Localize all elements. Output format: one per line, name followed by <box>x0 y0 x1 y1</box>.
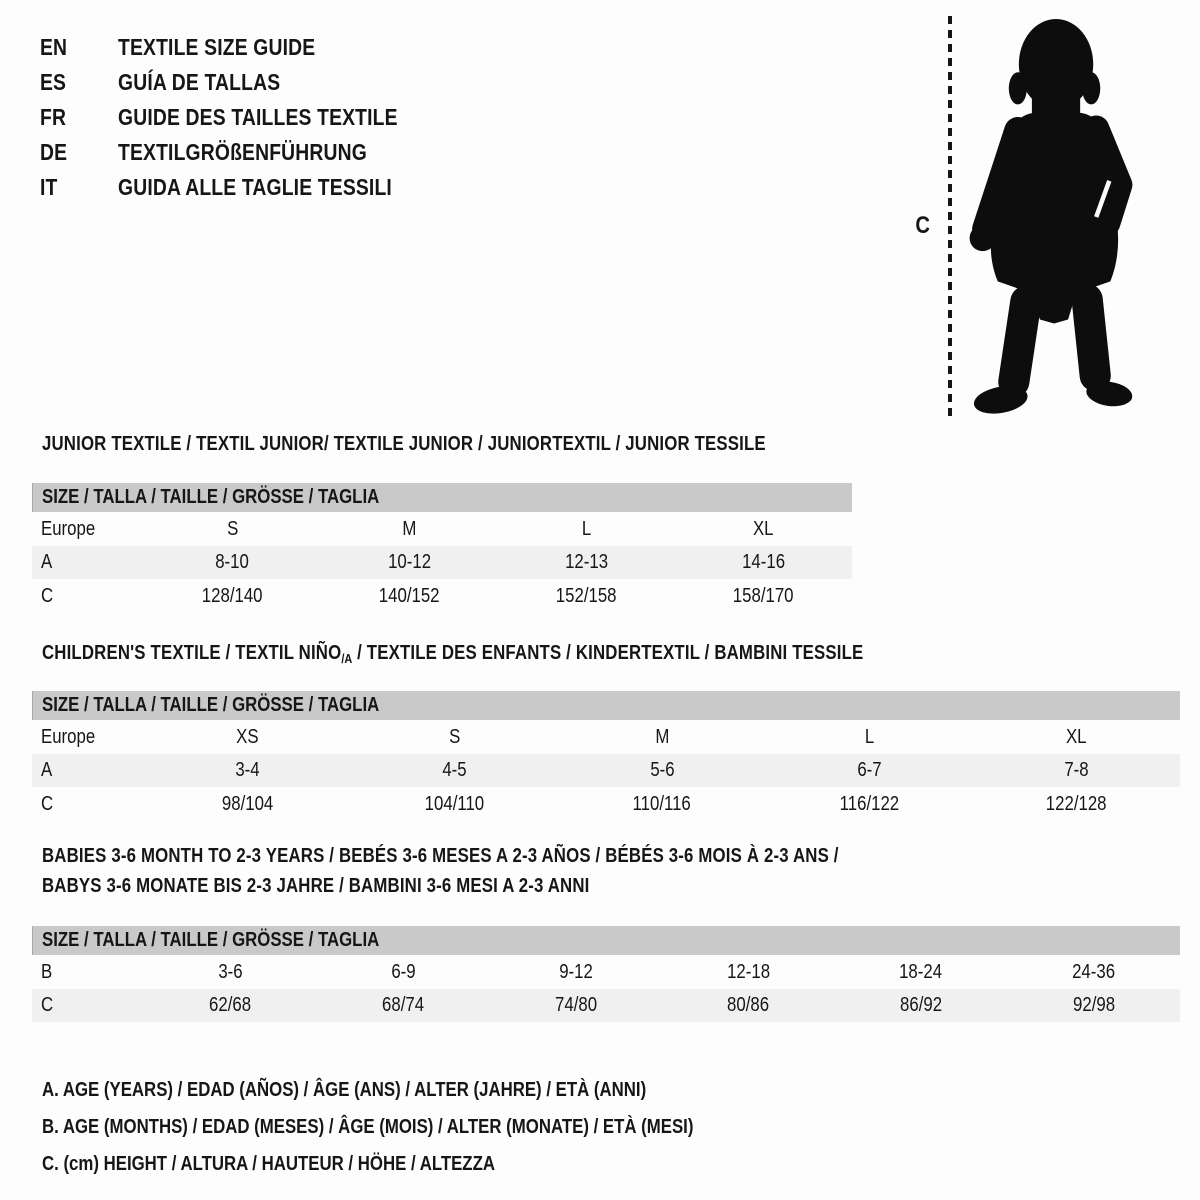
language-row <box>40 65 451 100</box>
height-cell: 80/86 <box>727 994 770 1016</box>
row-label: A <box>41 551 53 573</box>
height-cell: 86/92 <box>899 994 943 1016</box>
height-cell: 140/152 <box>379 584 440 607</box>
row-label: Europe <box>41 517 96 540</box>
age-cell: 7-8 <box>1064 759 1089 781</box>
height-cell: 92/98 <box>1072 994 1115 1016</box>
footnote-c: C. (cm) HEIGHT / ALTURA / HAUTEUR / HÖHE / ALTEZZA <box>42 1153 495 1175</box>
babies-size-table <box>32 926 1180 1022</box>
age-cell: 3-4 <box>235 759 260 781</box>
height-cell: 122/128 <box>1046 792 1107 815</box>
size-cell: XS <box>236 725 259 748</box>
age-cell: 12-13 <box>565 551 608 573</box>
language-row <box>40 170 451 205</box>
language-row <box>40 135 451 170</box>
language-code: EN <box>40 34 68 60</box>
size-cell: L <box>581 517 592 540</box>
height-dimension-label: C <box>915 212 930 239</box>
language-row <box>40 30 451 65</box>
babies-section-title: BABIES 3-6 MONTH TO 2-3 YEARS / BEBÉS 3-6 MESES A 2-3 AÑOS / BÉBÉS 3-6 MOIS À 2-3 ANS / BABYS 3-6 MONATE BIS 2-3 JAHRE / BAMBINI 3-6 MESI A 2-3 ANNI <box>42 845 839 897</box>
footnote-b: B. AGE (MONTHS) / EDAD (MESES) / ÂGE (MOIS) / ALTER (MONATE) / ETÀ (MESI) <box>42 1116 694 1138</box>
table-row-europe <box>32 512 852 546</box>
toddler-silhouette <box>966 18 1134 416</box>
table-row-height <box>32 989 1180 1022</box>
age-cell: 5-6 <box>649 759 675 781</box>
height-dimension-line <box>948 16 952 416</box>
age-cell: 14-16 <box>742 551 785 573</box>
row-label: B <box>41 960 53 983</box>
guide-title: GUIDE DES TAILLES TEXTILE <box>118 104 398 130</box>
language-row <box>40 100 451 135</box>
height-cell: 104/110 <box>425 792 485 815</box>
height-cell: 128/140 <box>202 584 263 607</box>
language-code: ES <box>40 69 67 95</box>
language-code: IT <box>40 174 58 200</box>
size-cell: S <box>226 517 239 540</box>
language-header <box>40 30 451 205</box>
table-row-height <box>32 787 1180 821</box>
footnote-a: A. AGE (YEARS) / EDAD (AÑOS) / ÂGE (ANS) / ALTER (JAHRE) / ETÀ (ANNI) <box>42 1079 647 1101</box>
row-label: Europe <box>41 725 96 748</box>
height-cell: 152/158 <box>556 584 617 607</box>
age-cell: 24-36 <box>1072 960 1116 983</box>
table-row-height <box>32 579 852 613</box>
size-cell: M <box>402 517 417 540</box>
size-cell: M <box>654 725 669 748</box>
size-table-header: SIZE / TALLA / TAILLE / GRÖSSE / TAGLIA <box>32 483 852 512</box>
size-table-header: SIZE / TALLA / TAILLE / GRÖSSE / TAGLIA <box>32 926 1180 955</box>
table-row-age <box>32 546 852 579</box>
height-cell: 116/122 <box>839 792 899 815</box>
height-cell: 68/74 <box>381 994 425 1016</box>
nino-a-subscript: /A <box>341 651 353 666</box>
table-row-age <box>32 754 1180 787</box>
age-cell: 3-6 <box>218 960 243 983</box>
age-cell: 4-5 <box>442 759 467 781</box>
age-cell: 18-24 <box>899 960 943 983</box>
size-cell: S <box>449 725 461 748</box>
junior-section-title: JUNIOR TEXTILE / TEXTIL JUNIOR/ TEXTILE JUNIOR / JUNIORTEXTIL / JUNIOR TESSILE <box>42 433 766 455</box>
row-label: C <box>41 792 54 815</box>
height-cell: 158/170 <box>733 584 794 607</box>
guide-title: TEXTILGRÖßENFÜHRUNG <box>118 139 367 165</box>
age-cell: 10-12 <box>388 551 431 573</box>
junior-size-table <box>32 483 852 613</box>
language-code: FR <box>40 104 67 130</box>
table-row-europe <box>32 720 1180 754</box>
table-row-age-months <box>32 955 1180 989</box>
height-cell: 98/104 <box>221 792 274 815</box>
guide-title: TEXTILE SIZE GUIDE <box>118 34 316 60</box>
guide-title: GUIDA ALLE TAGLIE TESSILI <box>118 174 392 200</box>
children-section-title: CHILDREN'S TEXTILE / TEXTIL $NIÑO_{/A}$ / TEXTILE DES ENFANTS / KINDERTEXTIL / BAMBINI TESSILE <box>42 642 864 666</box>
size-cell: XL <box>753 517 774 540</box>
footnotes <box>42 1072 818 1183</box>
row-label: C <box>41 584 54 607</box>
guide-title: GUÍA DE TALLAS <box>118 69 281 95</box>
height-cell: 74/80 <box>554 994 597 1016</box>
age-cell: 8-10 <box>215 551 250 573</box>
size-cell: XL <box>1066 725 1087 748</box>
language-code: DE <box>40 139 68 165</box>
height-cell: 62/68 <box>209 994 252 1016</box>
age-cell: 6-9 <box>390 960 416 983</box>
age-cell: 6-7 <box>857 759 882 781</box>
age-cell: 9-12 <box>558 960 593 983</box>
age-cell: 12-18 <box>726 960 770 983</box>
row-label: A <box>41 759 53 781</box>
height-cell: 110/116 <box>632 792 692 815</box>
size-cell: L <box>864 725 874 748</box>
row-label: C <box>41 994 54 1016</box>
children-size-table <box>32 691 1180 821</box>
size-table-header: SIZE / TALLA / TAILLE / GRÖSSE / TAGLIA <box>32 691 1180 720</box>
